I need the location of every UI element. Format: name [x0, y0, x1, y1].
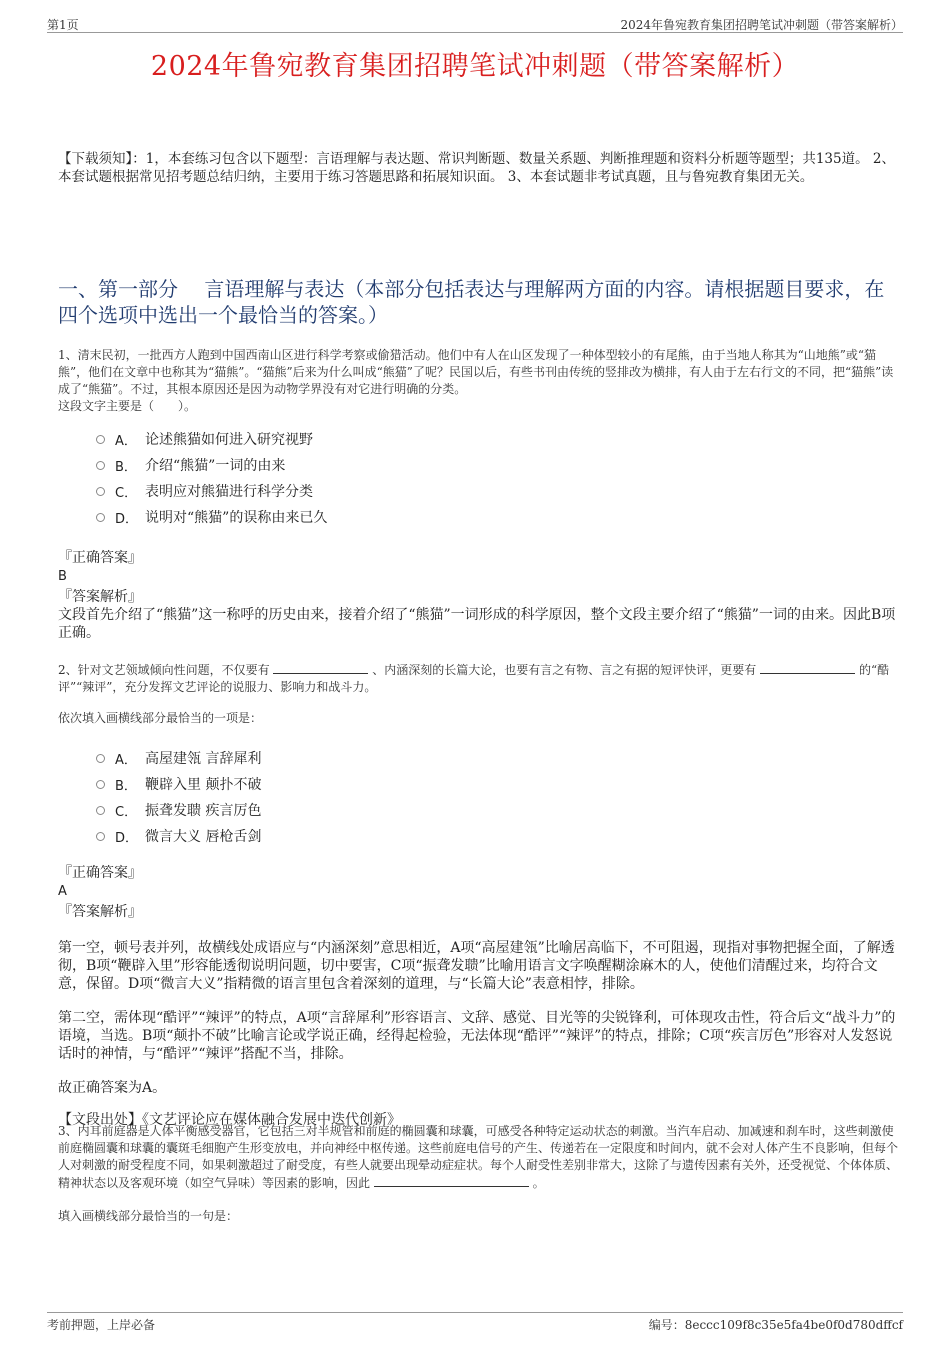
analysis-paragraph-1: 第一空，顿号表并列，故横线处成语应与“内涵深刻”意思相近，A项“高屋建瓴”比喻居高临下，不可阻遏，现指对事物把握全面，了解透彻，B项“鞭辟入里”形容能透彻说明问题，切中要害，C项“振聋发聩”比喻用语言文字唤醒糊涂麻木的人，使他们清醒过来，均符合文意，保留。D项“微言大义”指精微的语言里包含着深刻的道理，与“长篇大论”表意相悖，排除。: [58, 940, 895, 992]
answer-value: B: [58, 569, 67, 584]
option-d[interactable]: D． 说明对“熊猫”的误称由来已久: [96, 504, 327, 530]
question-2-prompt: 依次填入画横线部分最恰当的一项是：: [58, 711, 263, 725]
radio-button[interactable]: [96, 487, 105, 496]
option-b[interactable]: B． 介绍“熊猫”一词的由来: [96, 452, 327, 478]
radio-button[interactable]: [96, 806, 105, 815]
option-a[interactable]: A． 高屋建瓴 言辞犀利: [96, 745, 261, 771]
question-3-stem: 3、内耳前庭器是人体平衡感受器官，它包括三对半规管和前庭的椭圆囊和球囊，可感受各种特定运动状态的刺激。当汽车启动、加减速和刹车时，这些刺激使前庭椭圆囊和球囊的囊斑毛细胞产生形变放电，并向神经中枢传递。这些前庭电信号的产生、传递若在一定限度和时间内，就不会对人体产生不良影响，但每个人对刺激的耐受程度不同，如果刺激超过了耐受度，有些人就要出现晕动症症状。每个人耐受性差别非常大，这除了与遗传因素有关外，还受视觉、个体体质、精神状态以及客观环境（如空气异味）等因素的影响，因此 。 填入画横线部分最恰当的一句是：: [58, 1123, 903, 1225]
fill-blank: [374, 1174, 529, 1187]
analysis-label: 『答案解析』: [58, 589, 142, 605]
source-citation: 【文段出处】《文艺评论应在媒体融合发展中迭代创新》: [58, 1112, 401, 1128]
header-page-number: 第1页: [47, 18, 79, 32]
section-title: 一、第一部分 言语理解与表达（本部分包括表达与理解两方面的内容。请根据题目要求，在四个选项中选出一个最恰当的答案。）: [58, 277, 885, 327]
radio-button[interactable]: [96, 513, 105, 522]
page-footer: [47, 1312, 903, 1331]
fill-blank: [273, 661, 368, 674]
analysis-conclusion: 故正确答案为A。: [58, 1080, 167, 1096]
analysis-label: 『答案解析』: [58, 904, 142, 920]
option-a[interactable]: A． 论述熊猫如何进入研究视野: [96, 426, 327, 452]
footer-doc-id: 编号：8eccc109f8c35e5fa4be0f0d780dffcf: [648, 1318, 903, 1332]
radio-button[interactable]: [96, 435, 105, 444]
question-1-answer: [58, 549, 903, 642]
radio-button[interactable]: [96, 832, 105, 841]
question-1-prompt: 这段文字主要是（ ）。: [58, 399, 197, 413]
analysis-paragraph-2: 第二空，需体现“酷评”“辣评”的特点，A项“言辞犀利”形容语言、文辞、感觉、目光等的尖锐锋利，可体现攻击性，符合后文“战斗力”的语境，当选。B项“颠扑不破”比喻言论或学说正确，经得起检验，无法体现“酷评”“辣评”的特点，排除；C项“疾言厉色”形容对人发怒说话时的神情，与“酷评”“辣评”搭配不当，排除。: [58, 1010, 896, 1062]
question-2-options: [96, 745, 261, 849]
header-doc-title: 2024年鲁宛教育集团招聘笔试冲刺题（带答案解析）: [620, 18, 903, 32]
radio-button[interactable]: [96, 461, 105, 470]
question-2-stem: 2、针对文艺领域倾向性问题，不仅要有 、内涵深刻的长篇大论，也要有言之有物、言之有据的短评快评，更要有 的“酷评”“辣评”，充分发挥文艺评论的说服力、影响力和战斗力。 依次填入画横线部分最恰当的一项是：: [58, 661, 903, 727]
radio-button[interactable]: [96, 754, 105, 763]
question-1-options: [96, 426, 327, 530]
analysis-text: 文段首先介绍了“熊猫”这一称呼的历史由来，接着介绍了“熊猫”一词形成的科学原因，整个文段主要介绍了“熊猫”一词的由来。因此B项正确。: [58, 607, 896, 641]
question-3-prompt: 填入画横线部分最恰当的一句是：: [58, 1209, 239, 1223]
question-2-answer: [58, 864, 903, 1129]
download-notice: 【下载须知】：1，本套练习包含以下题型：言语理解与表达题、常识判断题、数量关系题、判断推理题和资料分析题等题型；共135道。 2、本套试题根据常见招考题总结归纳，主要用于练习答题思路和拓展知识面。 3、本套试题非考试真题，且与鲁宛教育集团无关。: [58, 151, 895, 185]
radio-button[interactable]: [96, 780, 105, 789]
question-1-stem: 1、清末民初，一批西方人跑到中国西南山区进行科学考察或偷猎活动。他们中有人在山区发现了一种体型较小的有尾熊，由于当地人称其为“山地熊”或“猫熊”，他们在文章中也称其为“猫熊”。“猫熊”后来为什么叫成“熊猫”了呢？民国以后，有些书刊由传统的竖排改为横排，有人由于左右行文的不同，把“猫熊”读成了“熊猫”。不过，其根本原因还是因为动物学界没有对它进行明确的分类。 这段文字主要是（ ）。: [58, 347, 903, 415]
option-c[interactable]: C． 表明应对熊猫进行科学分类: [96, 478, 327, 504]
option-d[interactable]: D． 微言大义 唇枪舌剑: [96, 823, 261, 849]
document-title: 2024年鲁宛教育集团招聘笔试冲刺题（带答案解析）: [150, 51, 800, 82]
option-b[interactable]: B． 鞭辟入里 颠扑不破: [96, 771, 261, 797]
footer-slogan: 考前押题，上岸必备: [47, 1318, 156, 1332]
answer-value: A: [58, 884, 67, 899]
page-header: [47, 14, 903, 33]
option-c[interactable]: C． 振聋发聩 疾言厉色: [96, 797, 261, 823]
answer-label: 『正确答案』: [58, 865, 142, 881]
answer-label: 『正确答案』: [58, 550, 142, 566]
fill-blank: [760, 661, 855, 674]
